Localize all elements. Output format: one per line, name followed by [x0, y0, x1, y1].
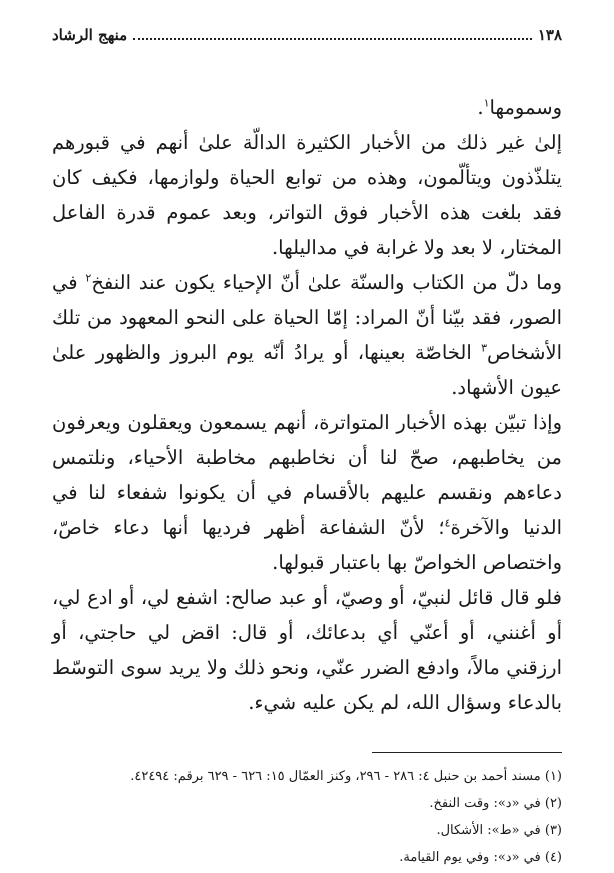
main-text: [52, 90, 562, 720]
page-number: ١٣٨: [537, 26, 562, 44]
paragraph-5: [52, 580, 562, 720]
paragraph-text: وسمومها: [489, 96, 562, 119]
paragraph-text: ؛ لأنّ الشفاعة أظهر فرديها أنها دعاء خاصّ، واختصاص الخواصّ بها باعتبار قبولها.: [52, 516, 562, 574]
paragraph-1: [52, 90, 562, 125]
footnotes: [52, 763, 562, 871]
paragraph-text: وما دلّ من الكتاب والسنّة علىٰ أنّ الإحياء يكون عند النفخ: [91, 271, 562, 294]
footnote-separator: [372, 752, 562, 753]
paragraph-4: [52, 405, 562, 580]
paragraph-text: في الصور، فقد بيّنا أنّ المراد: إمّا الحياة على النحو المعهود من تلك الأشخاص: [52, 271, 562, 364]
footnote-2: (٢) في «د»: وقت النفخ.: [429, 796, 562, 811]
header-dotted-leader: [133, 37, 532, 40]
footnote-reference: ١: [483, 96, 490, 110]
book-title: منهج الرشاد: [52, 26, 128, 44]
footnote-reference: ٤: [444, 516, 451, 530]
paragraph-text: وإذا تبيّن بهذه الأخبار المتواترة، أنهم يسمعون ويعقلون ويعرفون من يخاطبهم، صحّ لنا أن نخاطبهم مخاطبة الأحياء، ونلتمس دعاءهم ونقسم عليهم بالأقسام في أن يكونوا شفعاء لنا في الدنيا والآخرة: [52, 411, 562, 539]
paragraph-2: [52, 125, 562, 265]
paragraph-text: .: [477, 96, 484, 119]
footnote-1: (١) مسند أحمد بن حنبل ٤: ٢٨٦ - ٢٩٦، وكنز العمّال ١٥: ٦٢٦ - ٦٢٩ برقم: ٤٢٤٩٤.: [130, 769, 562, 784]
footnote-3: (٣) في «ط»: الأشكال.: [436, 823, 562, 838]
footnote-4: (٤) في «د»: وفي يوم القيامة.: [399, 850, 562, 865]
footnote-reference: ٢: [85, 271, 92, 285]
paragraph-text: فلو قال قائل لنبيّ، أو وصيّ، أو عبد صالح: اشفع لي، أو ادع لي، أو أغنني، أو أعنّي أي بدعائك، أو قال: اقض لي حاجتي، أو ارزقني مالاً، وادفع الضرر عنّي، ونحو ذلك ولا يريد سوى التوسّط بالدعاء وسؤال الله، لم يكن عليه شيء.: [52, 586, 562, 714]
footnote-reference: ٣: [481, 341, 488, 355]
paragraph-text: الخاصّة بعينها، أو يرادُ أنّه يوم البروز والظهور علىٰ عيون الأشهاد.: [52, 341, 562, 399]
paragraph-text: إلىٰ غير ذلك من الأخبار الكثيرة الدالّة علىٰ أنهم في قبورهم يتلذّذون ويتألّمون، وهذه من توابع الحياة ولوازمها، فكيف كان فقد بلغت هذه الأخبار فوق التواتر، وبعد عموم قدرة الفاعل المختار، لا بعد ولا غرابة في مداليلها.: [52, 131, 562, 259]
running-header: [52, 26, 562, 50]
paragraph-3: [52, 265, 562, 405]
